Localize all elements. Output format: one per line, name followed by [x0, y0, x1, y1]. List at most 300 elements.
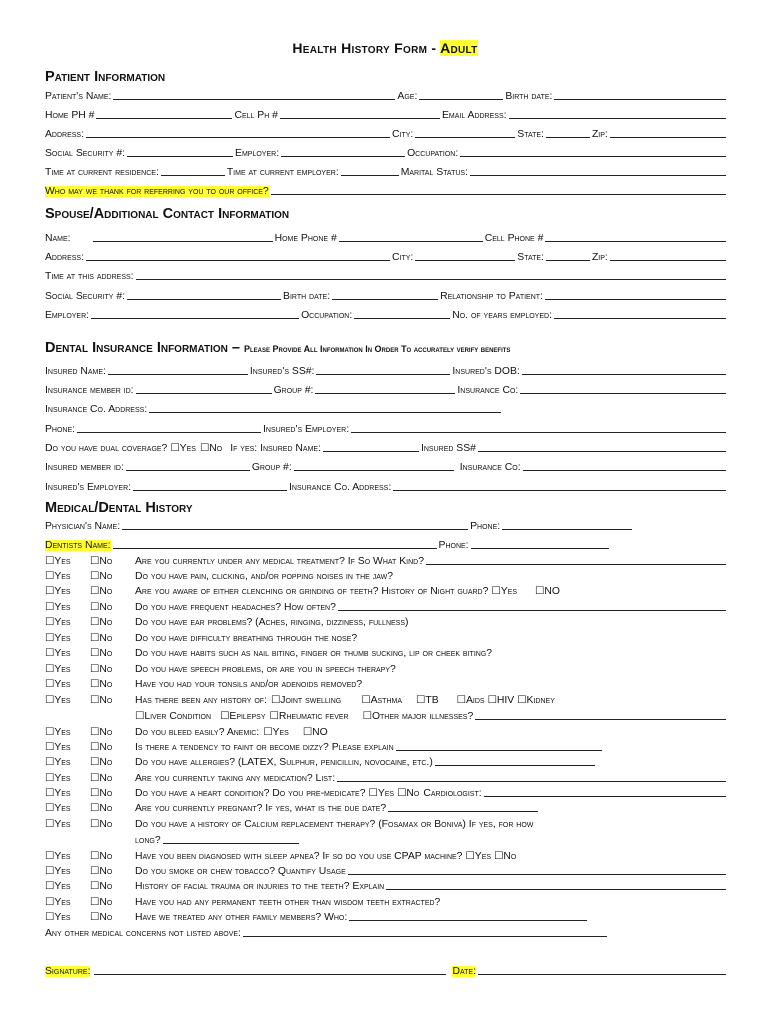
- label-spouse-city: City:: [392, 252, 414, 263]
- question-row: [45, 783, 728, 799]
- label-member-id2: Insured member id:: [45, 462, 124, 473]
- checkbox-asthma[interactable]: ☐Asthma: [361, 695, 403, 706]
- section-spouse: Spouse/Additional Contact Information: [45, 206, 290, 222]
- yes-label: Yes: [54, 617, 71, 628]
- label-years-employed: No. of years employed:: [452, 310, 552, 321]
- referral-field[interactable]: [271, 183, 726, 195]
- label-spouse-ssn: Social Security #:: [45, 291, 126, 302]
- dual-insured-name-field[interactable]: [323, 440, 419, 452]
- checkbox-cpap-yes[interactable]: ☐Yes: [465, 851, 492, 862]
- hiv-label: HIV: [496, 695, 515, 706]
- checkbox-no[interactable]: ☐No: [90, 602, 113, 613]
- question-text: Have we treated any other family members? Who:: [135, 912, 348, 923]
- question-text: Do you have habits such as nail biting, finger or thumb sucking, lip or cheek biting?: [135, 648, 493, 659]
- question-row: [45, 846, 728, 862]
- question-row: [45, 674, 728, 690]
- answer-field[interactable]: [386, 878, 726, 890]
- question-row: [45, 768, 728, 784]
- yes-label: Yes: [54, 633, 71, 644]
- label-spouse-address: Address:: [45, 252, 84, 263]
- label-date: Date:: [452, 966, 476, 977]
- checkbox-premed-no[interactable]: ☐No: [397, 788, 420, 799]
- question-text: Do you have pain, clicking, and/or popping noises in the jaw?: [135, 571, 393, 582]
- checkbox-no[interactable]: ☐No: [90, 881, 113, 892]
- checkbox-yes[interactable]: ☐Yes: [45, 586, 71, 597]
- date-field[interactable]: [478, 963, 726, 975]
- checkbox-no[interactable]: ☐No: [90, 912, 113, 923]
- no-label: No: [99, 851, 113, 862]
- checkbox-hiv[interactable]: ☐HIV: [487, 695, 515, 706]
- premed-no-label: No: [406, 788, 420, 799]
- section-insurance: [45, 340, 510, 356]
- label-home-ph: Home PH #: [45, 110, 95, 121]
- no-label: No: [99, 757, 113, 768]
- checkbox-yes[interactable]: ☐Yes: [45, 648, 71, 659]
- label-signature: Signature:: [45, 966, 91, 977]
- no-label: No: [99, 881, 113, 892]
- checkbox-no[interactable]: ☐No: [90, 556, 113, 567]
- checkbox-nightguard-yes[interactable]: ☐Yes: [491, 586, 517, 597]
- checkbox-yes[interactable]: ☐Yes: [45, 617, 71, 628]
- question-row: [45, 659, 728, 675]
- yes-label: Yes: [54, 819, 71, 830]
- checkbox-yes[interactable]: ☐Yes: [45, 897, 71, 908]
- spouse-address-field[interactable]: [86, 249, 390, 261]
- checkbox-no[interactable]: ☐No: [90, 742, 113, 753]
- checkbox-yes[interactable]: ☐Yes: [45, 757, 71, 768]
- checkbox-no[interactable]: ☐No: [90, 727, 113, 738]
- cpap-no-label: No: [503, 851, 517, 862]
- checkbox-no[interactable]: ☐No: [90, 803, 113, 814]
- question-text: Do you have speech problems, or are you in speech therapy?: [135, 664, 396, 675]
- yes-label: Yes: [54, 757, 71, 768]
- label-spouse-home: Home Phone #: [274, 233, 337, 244]
- checkbox-yes[interactable]: ☐Yes: [45, 881, 71, 892]
- question-text: Do you have frequent headaches? How often?: [135, 602, 336, 613]
- checkbox-yes[interactable]: ☐Yes: [45, 742, 71, 753]
- yes-label: Yes: [54, 773, 71, 784]
- dual-no-label: No: [209, 443, 223, 454]
- question-row: [45, 612, 728, 628]
- co-address-field[interactable]: [149, 401, 501, 413]
- label-dent-phone: Phone:: [438, 540, 469, 551]
- checkbox-other-illness[interactable]: ☐Other major illnesses?: [362, 711, 474, 722]
- no-label: No: [99, 617, 113, 628]
- joint-swelling-label: Joint swelling: [280, 695, 342, 706]
- dual-insured-ss-field[interactable]: [478, 440, 726, 452]
- label-insured-employer: Insured's Employer:: [263, 424, 350, 435]
- checkbox-no[interactable]: ☐No: [90, 851, 113, 862]
- asthma-label: Asthma: [370, 695, 403, 706]
- checkbox-no[interactable]: ☐No: [90, 819, 113, 830]
- label-spouse-cell: Cell Phone #: [484, 233, 544, 244]
- checkbox-yes[interactable]: ☐Yes: [45, 788, 71, 799]
- epilepsy-label: Epilepsy: [229, 711, 266, 722]
- no-label: No: [99, 912, 113, 923]
- question-text: Have you had your tonsils and/or adenoids removed?: [135, 679, 363, 690]
- label-email: Email Address:: [441, 110, 507, 121]
- label-group: Group #:: [273, 385, 314, 396]
- form-title: [0, 40, 770, 56]
- yes-label: Yes: [54, 803, 71, 814]
- question-row: [45, 814, 728, 830]
- answer-field[interactable]: [426, 553, 726, 565]
- insured-ss-field[interactable]: [316, 363, 450, 375]
- label-ins-co: Insurance Co:: [457, 385, 519, 396]
- yes-label: Yes: [54, 571, 71, 582]
- question-text: Do you have a heart condition? Do you pre-medicate?: [135, 788, 366, 799]
- occupation-field[interactable]: [460, 145, 726, 157]
- question-text: Do you bleed easily? Anemic:: [135, 727, 260, 738]
- signature-row: [45, 961, 728, 977]
- label-employer: Employer:: [235, 148, 280, 159]
- label-insured-employer2: Insured's Employer:: [45, 482, 132, 493]
- checkbox-yes[interactable]: ☐Yes: [45, 571, 71, 582]
- answer-field[interactable]: [337, 770, 726, 782]
- no-label: No: [99, 571, 113, 582]
- question-text: Do you have ear problems? (Aches, ringing, dizziness, fullness): [135, 617, 409, 628]
- label-spouse-state: State:: [517, 252, 544, 263]
- dentist-field[interactable]: [113, 537, 437, 549]
- checkbox-yes[interactable]: ☐Yes: [45, 866, 71, 877]
- checkbox-yes[interactable]: ☐Yes: [45, 633, 71, 644]
- liver-label: Liver Condition: [144, 711, 212, 722]
- label-long: long?: [135, 835, 161, 846]
- yes-label: Yes: [54, 881, 71, 892]
- label-ins-co2: Insurance Co:: [459, 462, 521, 473]
- yes-label: Yes: [54, 742, 71, 753]
- anemic-no-label: NO: [312, 727, 328, 738]
- title-highlight: Adult: [440, 40, 478, 56]
- group-field[interactable]: [315, 382, 455, 394]
- checkbox-no[interactable]: ☐No: [90, 633, 113, 644]
- checkbox-rheumatic[interactable]: ☐Rheumatic fever: [269, 711, 349, 722]
- cell-phone-field[interactable]: [280, 107, 440, 119]
- time-employer-field[interactable]: [341, 164, 399, 176]
- answer-field[interactable]: [338, 599, 726, 611]
- checkbox-liver[interactable]: ☐Liver Condition: [135, 711, 212, 722]
- question-row: [45, 581, 728, 597]
- insurance-co-field[interactable]: [520, 382, 726, 394]
- question-text: Have you had any permanent teeth other than wisdom teeth extracted?: [135, 897, 441, 908]
- label-spouse-employer: Employer:: [45, 310, 90, 321]
- label-insured-ss: Insured's SS#:: [249, 366, 315, 377]
- checkbox-dual-no[interactable]: ☐No: [199, 443, 223, 454]
- label-spouse-birth: Birth date:: [283, 291, 331, 302]
- checkbox-yes[interactable]: ☐Yes: [45, 664, 71, 675]
- yes-label: Yes: [54, 648, 71, 659]
- label-spouse-occupation: Occupation:: [301, 310, 353, 321]
- label-referral: Who may we thank for referring you to our office?: [45, 186, 269, 197]
- checkbox-no[interactable]: ☐No: [90, 757, 113, 768]
- home-phone-field[interactable]: [96, 107, 232, 119]
- insurance-note: Please Provide All Information In Order To accurately verify benefits: [244, 344, 511, 354]
- other-concerns-row: [45, 923, 728, 939]
- no-label: No: [99, 803, 113, 814]
- other-illness-field[interactable]: [475, 708, 726, 720]
- time-residence-field[interactable]: [161, 164, 225, 176]
- checkbox-yes[interactable]: ☐Yes: [45, 727, 71, 738]
- question-text: Do you have difficulty breathing through the nose?: [135, 633, 358, 644]
- no-label: No: [99, 664, 113, 675]
- checkbox-tb[interactable]: ☐TB: [416, 695, 439, 706]
- employer-field[interactable]: [281, 145, 405, 157]
- address-field[interactable]: [86, 126, 390, 138]
- no-label: No: [99, 727, 113, 738]
- label-state: State:: [517, 129, 544, 140]
- checkbox-yes[interactable]: ☐Yes: [45, 912, 71, 923]
- long-row: [45, 830, 728, 846]
- tb-label: TB: [425, 695, 439, 706]
- dual-group-field[interactable]: [294, 459, 454, 471]
- other-concerns-field[interactable]: [243, 925, 607, 937]
- city-field[interactable]: [415, 126, 515, 138]
- label-member-id: Insurance member id:: [45, 385, 134, 396]
- checkbox-no[interactable]: ☐No: [90, 897, 113, 908]
- yes-label: Yes: [54, 664, 71, 675]
- checkbox-yes[interactable]: ☐Yes: [45, 695, 71, 706]
- dual-ins-co-field[interactable]: [523, 459, 726, 471]
- due-date-field[interactable]: [388, 800, 538, 812]
- no-label: No: [99, 866, 113, 877]
- label-cardiologist: Cardiologist:: [423, 788, 482, 799]
- checkbox-yes[interactable]: ☐Yes: [45, 819, 71, 830]
- checkbox-no[interactable]: ☐No: [90, 664, 113, 675]
- how-long-field[interactable]: [163, 832, 299, 844]
- checkbox-anemic-yes[interactable]: ☐Yes: [263, 727, 289, 738]
- question-row: [45, 551, 728, 567]
- label-zip: Zip:: [591, 129, 608, 140]
- checkbox-cpap-no[interactable]: ☐No: [494, 851, 517, 862]
- question-text: Do you smoke or chew tobacco? Quantify Usage: [135, 866, 346, 877]
- checkbox-no[interactable]: ☐No: [90, 617, 113, 628]
- checkbox-dual-yes[interactable]: ☐Yes: [170, 443, 196, 454]
- answer-field[interactable]: [348, 863, 726, 875]
- checkbox-no[interactable]: ☐No: [90, 571, 113, 582]
- patient-name-field[interactable]: [113, 88, 395, 100]
- ssn-field[interactable]: [127, 145, 233, 157]
- no-label: No: [99, 556, 113, 567]
- label-marital: Marital Status:: [400, 167, 468, 178]
- insured-dob-field[interactable]: [522, 363, 726, 375]
- premed-yes-label: Yes: [377, 788, 395, 799]
- spouse-city-field[interactable]: [415, 249, 515, 261]
- answer-field[interactable]: [396, 739, 602, 751]
- ins-phone-field[interactable]: [77, 421, 261, 433]
- title-text: Health History Form -: [292, 40, 441, 56]
- label-time-emp: Time at current employer:: [226, 167, 339, 178]
- checkbox-yes[interactable]: ☐Yes: [45, 679, 71, 690]
- question-row: [45, 907, 728, 923]
- label-time-address: Time at this address:: [45, 271, 134, 282]
- no-label: No: [99, 695, 113, 706]
- no-label: No: [99, 819, 113, 830]
- label-age: Age:: [397, 91, 418, 102]
- insurance-heading: Dental Insurance Information –: [45, 340, 240, 356]
- checkbox-yes[interactable]: ☐Yes: [45, 773, 71, 784]
- yes-label: Yes: [54, 586, 71, 597]
- years-employed-field[interactable]: [554, 307, 726, 319]
- zip-field[interactable]: [610, 126, 726, 138]
- label-if-yes: If yes: Insured Name:: [230, 443, 321, 454]
- label-ssn: Social Security #:: [45, 148, 126, 159]
- section-patient: Patient Information: [45, 69, 166, 85]
- no-label: No: [99, 773, 113, 784]
- label-insured-dob: Insured's DOB:: [452, 366, 520, 377]
- question-text: Have you been diagnosed with sleep apnea? If so do you use CPAP machine?: [135, 851, 463, 862]
- marital-status-field[interactable]: [470, 164, 726, 176]
- answer-field[interactable]: [435, 754, 595, 766]
- yes-label: Yes: [54, 851, 71, 862]
- spouse-name-field[interactable]: [93, 230, 273, 242]
- question-text: Are you currently pregnant? If yes, what is the due date?: [135, 803, 387, 814]
- no-label: No: [99, 586, 113, 597]
- question-row: [45, 798, 728, 814]
- dual-member-id-field[interactable]: [126, 459, 250, 471]
- dual-insured-employer-field[interactable]: [133, 479, 287, 491]
- yes-label: Yes: [54, 556, 71, 567]
- rheumatic-label: Rheumatic fever: [278, 711, 349, 722]
- checkbox-premed-yes[interactable]: ☐Yes: [368, 788, 395, 799]
- question-row: [45, 892, 728, 908]
- age-field[interactable]: [419, 88, 503, 100]
- state-field[interactable]: [546, 126, 590, 138]
- checkbox-joint-swelling[interactable]: ☐Joint swelling: [270, 695, 342, 706]
- question-text: Do you have a history of Calcium replacement therapy? (Fosamax or Boniva) If yes, for how: [135, 819, 534, 830]
- checkbox-kidney[interactable]: ☐Kidney: [517, 695, 555, 706]
- checkbox-no[interactable]: ☐No: [90, 679, 113, 690]
- question-row: [45, 690, 728, 706]
- label-insured-name: Insured Name:: [45, 366, 106, 377]
- dual-co-address-field[interactable]: [393, 479, 726, 491]
- no-label: No: [99, 742, 113, 753]
- spouse-occupation-field[interactable]: [354, 307, 450, 319]
- yes-label: Yes: [54, 912, 71, 923]
- label-co-address2: Insurance Co. Address:: [289, 482, 392, 493]
- cpap-yes-label: Yes: [474, 851, 492, 862]
- question-text: Has there been any history of:: [135, 695, 267, 706]
- question-row: [45, 876, 728, 892]
- question-row: [45, 643, 728, 659]
- physician-field[interactable]: [122, 518, 468, 530]
- label-spouse-name: Name:: [45, 233, 71, 244]
- yes-label: Yes: [54, 602, 71, 613]
- insured-employer-field[interactable]: [351, 421, 726, 433]
- checkbox-no[interactable]: ☐No: [90, 773, 113, 784]
- anemic-yes-label: Yes: [272, 727, 289, 738]
- checkbox-yes[interactable]: ☐Yes: [45, 556, 71, 567]
- yes-label: Yes: [54, 727, 71, 738]
- label-ins-phone: Phone:: [45, 424, 76, 435]
- history-row-2: [45, 706, 728, 722]
- question-text: History of facial trauma or injuries to the teeth? Explain: [135, 881, 385, 892]
- relationship-field[interactable]: [545, 288, 726, 300]
- no-label: No: [99, 679, 113, 690]
- checkbox-aids[interactable]: ☐Aids: [456, 695, 485, 706]
- label-spouse-zip: Zip:: [591, 252, 608, 263]
- label-group2: Group #:: [251, 462, 292, 473]
- question-text: Are you currently taking any medication? List:: [135, 773, 336, 784]
- spouse-cell-phone-field[interactable]: [545, 230, 726, 242]
- spouse-home-phone-field[interactable]: [339, 230, 483, 242]
- nightguard-no-label: NO: [544, 586, 560, 597]
- checkbox-no[interactable]: ☐No: [90, 866, 113, 877]
- label-patient-name: Patient's Name:: [45, 91, 112, 102]
- checkbox-no[interactable]: ☐No: [90, 648, 113, 659]
- checkbox-yes[interactable]: ☐Yes: [45, 602, 71, 613]
- spouse-birth-field[interactable]: [332, 288, 438, 300]
- checkbox-yes[interactable]: ☐Yes: [45, 851, 71, 862]
- label-dual: Do you have dual coverage?: [45, 443, 168, 454]
- physician-phone-field[interactable]: [502, 518, 632, 530]
- question-text: Do you have allergies? (LATEX, Sulphur, penicillin, novocaine, etc.): [135, 757, 433, 768]
- yes-label: Yes: [54, 866, 71, 877]
- checkbox-nightguard-no[interactable]: ☐NO: [535, 586, 560, 597]
- signature-field[interactable]: [94, 963, 446, 975]
- spouse-state-field[interactable]: [546, 249, 590, 261]
- question-row: [45, 566, 728, 582]
- checkbox-anemic-no[interactable]: ☐NO: [302, 727, 328, 738]
- label-address: Address:: [45, 129, 84, 140]
- yes-label: Yes: [54, 788, 71, 799]
- section-medical: Medical/Dental History: [45, 500, 193, 516]
- label-occupation: Occupation:: [407, 148, 459, 159]
- label-phys-phone: Phone:: [470, 521, 501, 532]
- time-address-field[interactable]: [136, 268, 726, 280]
- label-time-res: Time at current residence:: [45, 167, 159, 178]
- nightguard-yes-label: Yes: [500, 586, 517, 597]
- label-dentist: Dentists Name:: [45, 540, 111, 551]
- checkbox-no[interactable]: ☐No: [90, 788, 113, 799]
- yes-label: Yes: [54, 679, 71, 690]
- checkbox-yes[interactable]: ☐Yes: [45, 803, 71, 814]
- question-row: [45, 752, 728, 768]
- spouse-employer-field[interactable]: [91, 307, 299, 319]
- yes-label: Yes: [54, 897, 71, 908]
- email-field[interactable]: [509, 107, 726, 119]
- checkbox-no[interactable]: ☐No: [90, 586, 113, 597]
- label-other-concerns: Any other medical concerns not listed above:: [45, 928, 241, 939]
- no-label: No: [99, 602, 113, 613]
- no-label: No: [99, 788, 113, 799]
- cardiologist-field[interactable]: [484, 785, 726, 797]
- label-co-address: Insurance Co. Address:: [45, 404, 148, 415]
- question-row: [45, 737, 728, 753]
- no-label: No: [99, 897, 113, 908]
- insured-name-field[interactable]: [108, 363, 248, 375]
- question-text: Are you aware of either clenching or grinding of teeth? History of Night guard?: [135, 586, 489, 597]
- dentist-phone-field[interactable]: [471, 537, 609, 549]
- checkbox-epilepsy[interactable]: ☐Epilepsy: [220, 711, 266, 722]
- checkbox-no[interactable]: ☐No: [90, 695, 113, 706]
- no-label: No: [99, 648, 113, 659]
- spouse-ssn-field[interactable]: [127, 288, 281, 300]
- label-physician: Physician's Name:: [45, 521, 121, 532]
- label-relationship: Relationship to Patient:: [440, 291, 543, 302]
- question-text: Is there a tendency to faint or become dizzy? Please explain: [135, 742, 394, 753]
- dual-yes-label: Yes: [179, 443, 196, 454]
- family-members-field[interactable]: [349, 909, 587, 921]
- question-text: Are you currently under any medical treatment? If So What Kind?: [135, 556, 424, 567]
- birth-date-field[interactable]: [554, 88, 726, 100]
- kidney-label: Kidney: [526, 695, 555, 706]
- question-row: [45, 722, 728, 738]
- spouse-zip-field[interactable]: [610, 249, 726, 261]
- aids-label: Aids: [465, 695, 485, 706]
- no-label: No: [99, 633, 113, 644]
- label-city: City:: [392, 129, 414, 140]
- member-id-field[interactable]: [136, 382, 272, 394]
